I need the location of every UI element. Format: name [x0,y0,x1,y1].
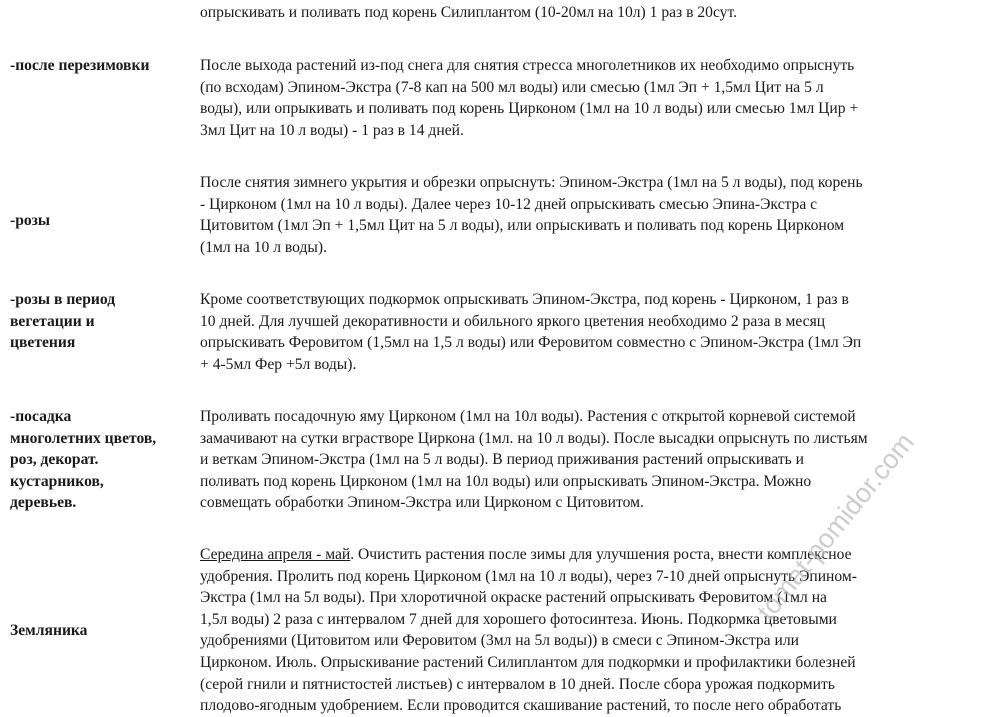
period-heading: Середина апреля - май [200,546,351,563]
watermark: tomat-pomidor.com [751,427,920,626]
text-line: опрыскивать и поливать под корень Силиплантом (10-20мл на 10л) 1 раз в 20сут. [200,4,738,21]
label-line: -после перезимовки [10,57,150,74]
label-line: -розы [10,212,51,229]
text-line: 1,5л воды) 2 раза с интервалом 7 дней для хорошего фотосинтеза. Июнь. Подкормка цветовыми [200,610,837,628]
row-5-label [10,620,87,642]
text-line: После выхода растений из-под снега для снятия стресса многолетников их необходимо опрыснуть [200,57,855,74]
text-line: Цирконом. Июль. Опрыскивание растений Силиплантом для подкормки и профилактики болезней [200,653,856,671]
label-line: вегетации и [10,312,95,330]
text-line: 10 дней. Для лучшей декоративности и обильного яркого цветения необходимо 2 раза в месяц [200,312,826,330]
text-line: поливать под корень Цирконом (1мл на 10л воды) или опрыскивать Эпином-Экстра. Можно [200,472,812,490]
label-line: роз, декорат. [10,451,99,469]
text-line: удобрения. Пролить под корень Цирконом (1мл на 10 л воды), через 7-10 дней опрыснуть Эпином- [200,567,857,585]
row-5-body [200,544,857,717]
text-line: Экстра (1мл на 5л воды). При хлоротичной окраске растений опрыскивать Феровитом (1мл на [200,589,827,607]
text-line: (серой гнили и пятнистостей листьев) с интервалом в 10 дней. После сбора урожая подкормить [200,675,835,693]
label-line: кустарников, [10,472,104,490]
text-line: + 4-5мл Фер +5л воды). [200,355,357,373]
text-line: плодово-ягодным удобрением. Если проводится скашивание растений, то после него обработать [200,697,842,715]
row-1-label [10,55,149,77]
text-line: совмещать обработки Эпином-Экстра или Цирконом с Цитовитом. [200,494,644,512]
text-line: воды), или опрыкивать и поливать под корень Цирконом (1мл на 10 л воды) или смесью 1мл Цир + [200,100,859,118]
row-0-body [200,2,737,24]
text-line: После снятия зимнего укрытия и обрезки опрыснуть: Эпином-Экстра (1мл на 5 л воды), под корень [200,174,863,191]
text-line: - Цирконом (1мл на 10 л воды). Далее через 10-12 дней опрыскивать смесью Эпина-Экстра с [200,195,818,213]
row-2-label [10,210,50,232]
row-4-body [200,406,868,514]
label-line: деревьев. [10,494,77,512]
text-line: удобрениями (Цитовитом или Феровитом (3мл на 5л воды)) в смеси с Эпином-Экстра или [200,632,799,650]
text-line: 3мл Цит на 10 л воды) - 1 раз в 14 дней. [200,121,464,139]
text-line: (1мл на 10 л воды). [200,238,327,256]
text-line: (по всходам) Эпином-Экстра (7-8 кап на 500 мл воды) или смесью (1мл Эп + 1,5мл Цит на 5 л [200,78,824,96]
row-3-body [200,289,861,375]
label-line: -посадка [10,408,72,425]
row-2-body [200,172,863,258]
row-3-label [10,289,115,354]
text-line: и веткам Эпином-Экстра (1мл на 5 л воды). В период приживания растений опрыскивать и [200,451,805,469]
text-line: Середина апреля - май. Очистить растения после зимы для улучшения роста, внести комплексное [200,546,852,563]
text-line: Цитовитом (1мл Эп + 1,5мл Цит на 5 л воды), или опрыскивать и поливать под корень Цирконом [200,217,845,235]
text-line: Проливать посадочную яму Цирконом (1мл на 10л воды). Растения с открытой корневой системой [200,408,856,425]
label-line: -розы в период [10,291,116,308]
label-line: многолетних цветов, [10,429,157,447]
text-line: опрыскивать Феровитом (1,5мл на 1,5 л воды) или Феровитом совместно с Эпином-Экстра (1мл Эп [200,334,862,352]
text-line: замачивают на сутки вграстворе Циркона (1мл. на 10 л воды). После высадки опрыснуть по листьям [200,429,868,447]
label-line: цветения [10,334,76,352]
label-line: Земляника [10,622,88,639]
row-1-body [200,55,858,141]
text-line: Кроме соответствующих подкормок опрыскивать Эпином-Экстра, под корень - Цирконом, 1 раз в [200,291,849,308]
row-4-label [10,406,156,514]
